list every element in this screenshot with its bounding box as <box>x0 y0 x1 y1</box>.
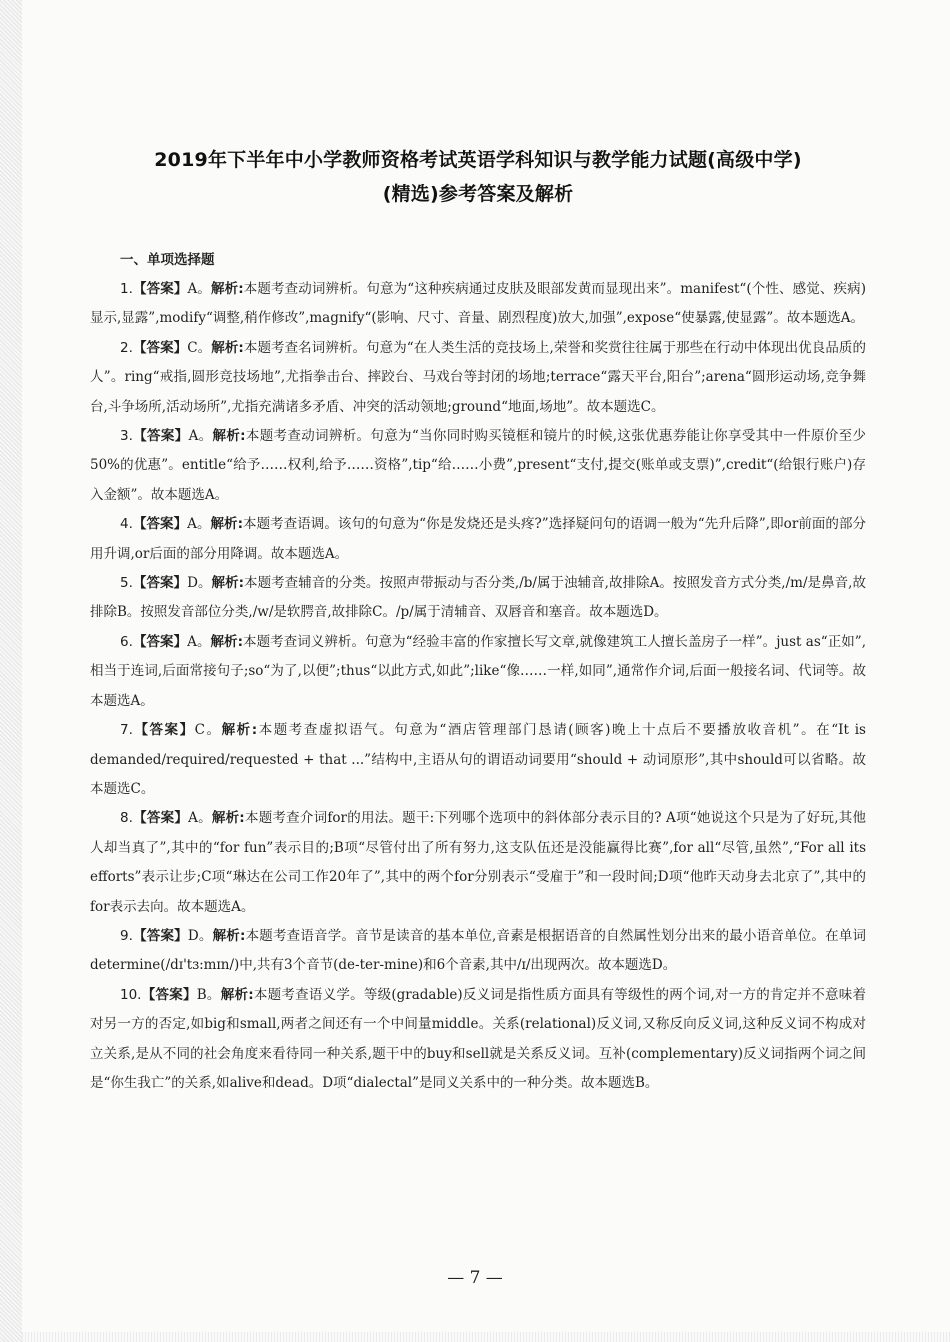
explanation-label: 解析: <box>220 986 254 1003</box>
explanation-label: 解析: <box>211 575 245 592</box>
answer-letter: A。 <box>188 810 212 827</box>
answer-letter: C。 <box>194 722 222 739</box>
question-4: 4.【答案】A。解析:本题考查语调。该句的句意为“你是发烧还是头疼?”选择疑问句的语调一般为“先升后降”,即or前面的部分用升调,or后面的部分用降调。故本题选A。 <box>90 516 867 562</box>
answer-tag: 【答案】 <box>132 810 189 827</box>
explanation-text: 本题考查介词for的用法。题干:下列哪个选项中的斜体部分表示目的? A项“她说这个只是为了好玩,其他人却当真了”,其中的“for fun”表示目的;B项“尽管付出了所有努力,这支队伍还是没能赢得比赛”,for all“尽管,虽然”,“For all its efforts”表示让步;C项“琳达在公司工作20年了”,其中的两个for分别表示“受雇于”和一段时间;D项“他昨天动身去北京了”,其中的for表示去向。故本题选A。 <box>90 810 867 915</box>
answer-tag: 【答案】 <box>132 927 188 944</box>
explanation-text: 本题考查动词辨析。句意为“这种疾病通过皮肤及眼部发黄而显现出来”。manifest“(个性、感觉、疾病)显示,显露”,modify“调整,稍作修改”,magnify“(影响、尺寸、音量、剧烈程度)放大,加强”,expose“使暴露,使显露”。故本题选A。 <box>90 281 866 327</box>
scan-binding-edge <box>0 0 22 1342</box>
answer-letter: C。 <box>187 339 212 356</box>
question-5: 5.【答案】D。解析:本题考查辅音的分类。按照声带振动与否分类,/b/属于浊辅音,故排除A。按照发音方式分类,/m/是鼻音,故排除B。按照发音部位分类,/w/是软腭音,故排除C。/p/属于清辅音、双唇音和塞音。故本题选D。 <box>90 575 866 621</box>
question-7: 7.【答案】C。解析:本题考查虚拟语气。句意为“酒店管理部门恳请(顾客)晚上十点后不要播放收音机”。在“It is demanded/required/requested + that ...”结构中,主语从句的谓语动词要用“should + 动词原形”,其中should可以省略。故本题选C。 <box>90 722 866 797</box>
question-10: 10.【答案】B。解析:本题考查语义学。等级(gradable)反义词是指性质方面具有等级性的两个词,对一方的肯定并不意味着对另一方的否定,如big和small,两者之间还有一个中间量middle。关系(relational)反义词,又称反向反义词,这种反义词不构成对立关系,是从不同的社会角度来看待同一种关系,题干中的buy和sell就是关系反义词。互补(complementary)反义词指两个词之间是“你生我亡”的关系,如alive和dead。D项“dialectal”是同义关系中的一种分类。故本题选B。 <box>90 986 867 1091</box>
answer-tag: 【答案】 <box>132 722 195 739</box>
question-2: 2.【答案】C。解析:本题考查名词辨析。句意为“在人类生活的竞技场上,荣誉和奖赏往往属于那些在行动中体现出优良品质的人”。ring“戒指,圆形竞技场地”,尤指拳击台、摔跤台、马戏台等封闭的场地;terrace“露天平台,阳台”;arena“圆形运动场,竞争舞台,斗争场所,活动场所”,尤指充满诸多矛盾、冲突的活动领地;ground“地面,场地”。故本题选C。 <box>90 339 866 415</box>
explanation-label: 解析: <box>221 722 258 739</box>
explanation-text: 本题考查动词辨析。句意为“当你同时购买镜框和镜片的时候,这张优惠券能让你享受其中一件原价至少50%的优惠”。entitle“给予……权利,给予……资格”,tip“给……小费”,present“支付,提交(账单或支票)”,credit“(给银行账户)存入金额”。故本题选A。 <box>90 428 867 503</box>
answer-letter: A。 <box>188 428 213 445</box>
explanation-label: 解析: <box>212 428 246 445</box>
explanation-text: 本题考查语音学。音节是读音的基本单位,音素是根据语音的自然属性划分出来的最小语音单位。在单词determine(/dɪ'tɜ:mɪn/)中,共有3个音节(de-ter-mine)和6个音素,其中/ɪ/出现两次。故本题选D。 <box>90 927 867 974</box>
answer-letter: D。 <box>187 927 213 944</box>
explanation-text: 本题考查名词辨析。句意为“在人类生活的竞技场上,荣誉和奖赏往往属于那些在行动中体现出优良品质的人”。ring“戒指,圆形竞技场地”,尤指拳击台、摔跤台、马戏台等封闭的场地;terrace“露天平台,阳台”;arena“圆形运动场,竞争舞台,斗争场所,活动场所”,尤指充满诸多矛盾、冲突的活动领地;ground“地面,场地”。故本题选C。 <box>90 339 866 415</box>
explanation-label: 解析: <box>210 516 243 533</box>
answer-tag: 【答案】 <box>132 575 188 592</box>
question-list <box>90 275 866 1098</box>
explanation-label: 解析: <box>211 281 244 297</box>
explanation-label: 解析: <box>210 633 243 650</box>
answer-tag: 【答案】 <box>141 986 197 1003</box>
answer-letter: A。 <box>187 281 212 297</box>
scan-bottom-edge <box>22 1332 950 1342</box>
answer-letter: A。 <box>187 633 211 650</box>
title-line-2: (精选)参考答案及解析 <box>382 183 574 205</box>
title-line-1: 2019年下半年中小学教师资格考试英语学科知识与教学能力试题(高级中学) <box>154 149 802 171</box>
answer-tag: 【答案】 <box>132 339 188 356</box>
answer-letter: D。 <box>187 575 212 592</box>
page-number: — 7 — <box>447 1268 503 1288</box>
answer-tag: 【答案】 <box>132 428 189 445</box>
explanation-text: 本题考查语调。该句的句意为“你是发烧还是头疼?”选择疑问句的语调一般为“先升后降”,即or前面的部分用升调,or后面的部分用降调。故本题选A。 <box>90 516 867 562</box>
explanation-label: 解析: <box>211 810 245 827</box>
question-3: 3.【答案】A。解析:本题考查动词辨析。句意为“当你同时购买镜框和镜片的时候,这张优惠券能让你享受其中一件原价至少50%的优惠”。entitle“给予……权利,给予……资格”,tip“给……小费”,present“支付,提交(账单或支票)”,credit“(给银行账户)存入金额”。故本题选A。 <box>90 428 867 503</box>
section-heading: 一、单项选择题 <box>120 252 215 268</box>
answer-letter: A。 <box>187 516 211 533</box>
explanation-label: 解析: <box>212 927 246 944</box>
explanation-text: 本题考查词义辨析。句意为“经验丰富的作家擅长写文章,就像建筑工人擅长盖房子一样”。just as“正如”,相当于连词,后面常接句子;so“为了,以便”;thus“以此方式,如此”;like“像……一样,如同”,通常作介词,后面一般接名词、代词等。故本题选A。 <box>90 633 866 709</box>
explanation-label: 解析: <box>211 339 244 356</box>
explanation-text: 本题考查辅音的分类。按照声带振动与否分类,/b/属于浊辅音,故排除A。按照发音方式分类,/m/是鼻音,故排除B。按照发音部位分类,/w/是软腭音,故排除C。/p/属于清辅音、双唇音和塞音。故本题选D。 <box>90 575 866 621</box>
question-9: 9.【答案】D。解析:本题考查语音学。音节是读音的基本单位,音素是根据语音的自然属性划分出来的最小语音单位。在单词determine(/dɪ'tɜ:mɪn/)中,共有3个音节(de-ter-mine)和6个音素,其中/ɪ/出现两次。故本题选D。 <box>90 927 867 974</box>
answer-tag: 【答案】 <box>132 516 188 533</box>
question-6: 6.【答案】A。解析:本题考查词义辨析。句意为“经验丰富的作家擅长写文章,就像建筑工人擅长盖房子一样”。just as“正如”,相当于连词,后面常接句子;so“为了,以便”;thus“以此方式,如此”;like“像……一样,如同”,通常作介词,后面一般接名词、代词等。故本题选A。 <box>90 633 866 709</box>
question-8: 8.【答案】A。解析:本题考查介词for的用法。题干:下列哪个选项中的斜体部分表示目的? A项“她说这个只是为了好玩,其他人却当真了”,其中的“for fun”表示目的;B项“尽管付出了所有努力,这支队伍还是没能赢得比赛”,for all“尽管,虽然”,“For all its efforts”表示让步;C项“琳达在公司工作20年了”,其中的两个for分别表示“受雇于”和一段时间;D项“他昨天动身去北京了”,其中的for表示去向。故本题选A。 <box>90 810 867 915</box>
document-body <box>90 143 866 1098</box>
document-title <box>90 143 866 211</box>
answer-tag: 【答案】 <box>132 633 188 650</box>
answer-letter: B。 <box>196 986 221 1003</box>
question-1: 1.【答案】A。解析:本题考查动词辨析。句意为“这种疾病通过皮肤及眼部发黄而显现出来”。manifest“(个性、感觉、疾病)显示,显露”,modify“调整,稍作修改”,magnify“(影响、尺寸、音量、剧烈程度)放大,加强”,expose“使暴露,使显露”。故本题选A。 <box>90 281 866 327</box>
answer-tag: 【答案】 <box>132 281 188 297</box>
explanation-text: 本题考查语义学。等级(gradable)反义词是指性质方面具有等级性的两个词,对一方的肯定并不意味着对另一方的否定,如big和small,两者之间还有一个中间量middle。关系(relational)反义词,又称反向反义词,这种反义词不构成对立关系,是从不同的社会角度来看待同一种关系,题干中的buy和sell就是关系反义词。互补(complementary)反义词指两个词之间是“你生我亡”的关系,如alive和dead。D项“dialectal”是同义关系中的一种分类。故本题选B。 <box>90 986 867 1091</box>
explanation-text: 本题考查虚拟语气。句意为“酒店管理部门恳请(顾客)晚上十点后不要播放收音机”。在“It is demanded/required/requested + that ...”结构中,主语从句的谓语动词要用“should + 动词原形”,其中should可以省略。故本题选C。 <box>90 722 866 797</box>
